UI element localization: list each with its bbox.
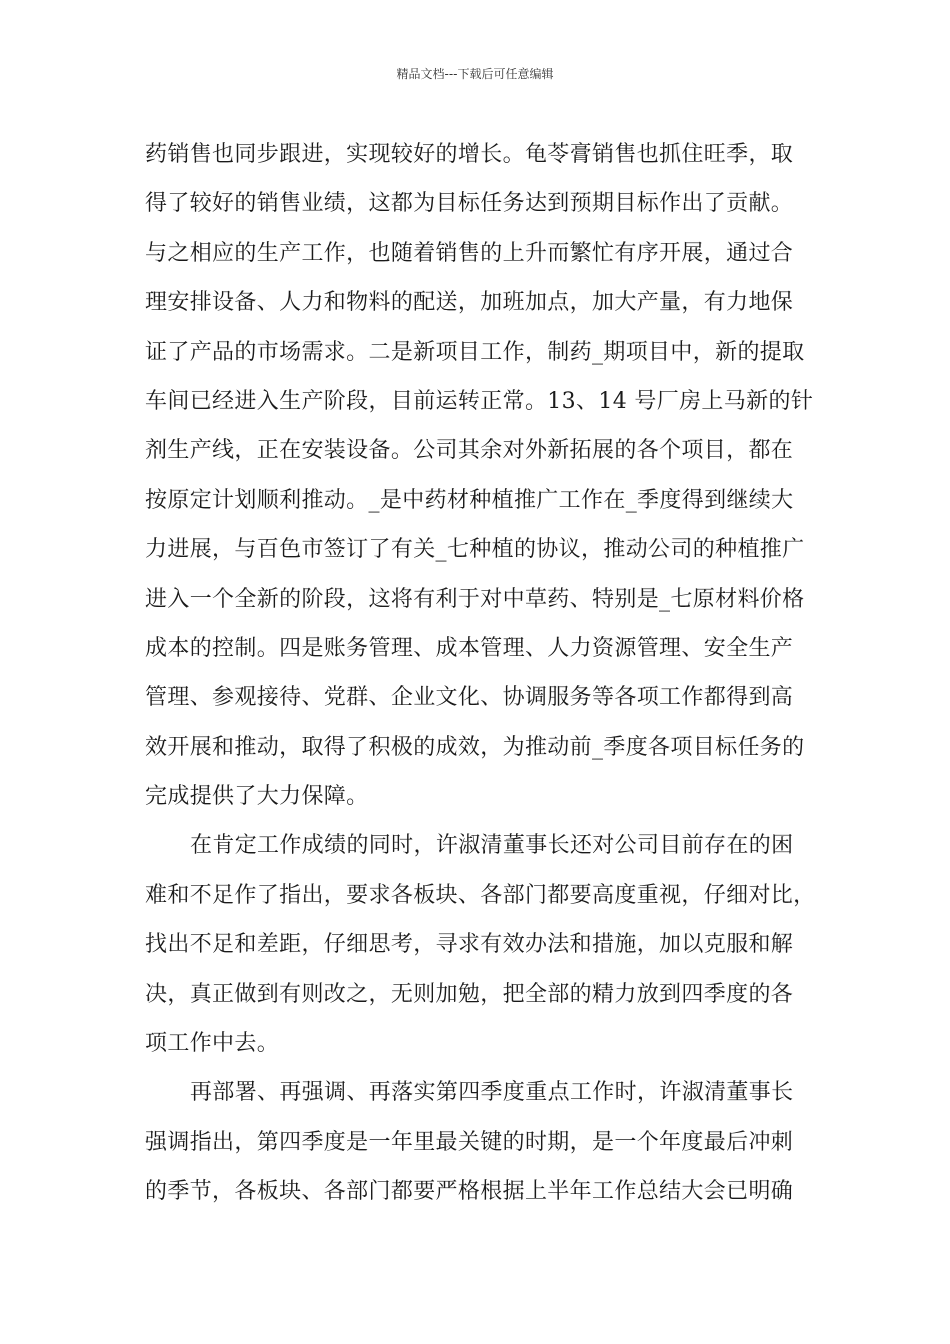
text-line: 完成提供了大力保障。	[145, 784, 369, 810]
paragraph-first-line: 再部署、再强调、再落实第四季度重点工作时，许淑清董事长	[190, 1080, 794, 1106]
text-line: 与之相应的生产工作，也随着销售的上升而繁忙有序开展，通过合	[145, 240, 794, 266]
text-line: 难和不足作了指出，要求各板块、各部门都要高度重视，仔细对比，	[145, 882, 816, 908]
text-line: 按原定计划顺利推动。_是中药材种植推广工作在_季度得到继续大	[145, 487, 794, 513]
text-line: 效开展和推动，取得了积极的成效，为推动前_季度各项目标任务的	[145, 734, 805, 760]
text-line: 项工作中去。	[145, 1031, 280, 1057]
document-body	[145, 130, 815, 1217]
text-line: 强调指出，第四季度是一年里最关键的时期，是一个年度最后冲刺	[145, 1129, 794, 1155]
text-line: 车间已经进入生产阶段，目前运转正常。13、14 号厂房上马新的针	[145, 388, 814, 414]
text-line: 剂生产线，正在安装设备。公司其余对外新拓展的各个项目，都在	[145, 438, 794, 464]
text-line: 管理、参观接待、党群、企业文化、协调服务等各项工作都得到高	[145, 685, 794, 711]
text-line: 成本的控制。四是账务管理、成本管理、人力资源管理、安全生产	[145, 635, 794, 661]
text-line: 证了产品的市场需求。二是新项目工作，制药_期项目中，新的提取	[145, 339, 805, 365]
text-line: 药销售也同步跟进，实现较好的增长。龟苓膏销售也抓住旺季，取	[145, 142, 794, 167]
text-line: 决，真正做到有则改之，无则加勉，把全部的精力放到四季度的各	[145, 981, 794, 1007]
text-line: 的季节，各板块、各部门都要严格根据上半年工作总结大会已明确	[145, 1179, 794, 1205]
text-line: 力进展，与百色市签订了有关_七种植的协议，推动公司的种植推广	[145, 537, 805, 563]
text-line: 理安排设备、人力和物料的配送，加班加点，加大产量，有力地保	[145, 290, 794, 316]
paragraph-first-line: 在肯定工作成绩的同时，许淑清董事长还对公司目前存在的困	[190, 833, 794, 859]
text-line: 得了较好的销售业绩，这都为目标任务达到预期目标作出了贡献。	[145, 191, 794, 217]
text-line: 进入一个全新的阶段，这将有利于对中草药、特别是_七原材料价格	[145, 586, 805, 612]
text-line: 找出不足和差距，仔细思考，寻求有效办法和措施，加以克服和解	[145, 932, 794, 958]
page-header: 精品文档---下载后可任意编辑	[396, 67, 554, 81]
